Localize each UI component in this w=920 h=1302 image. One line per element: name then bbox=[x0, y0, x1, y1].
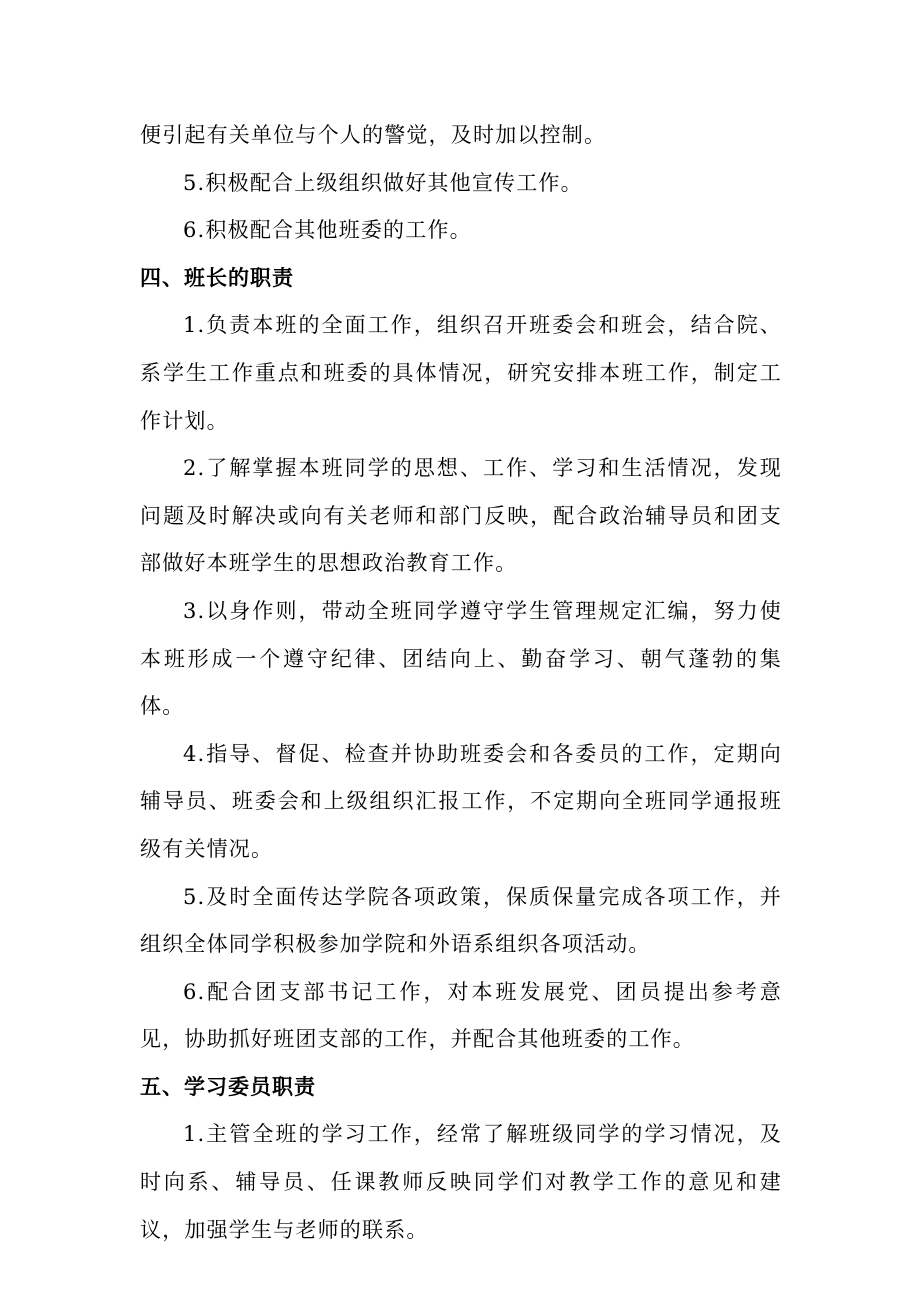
section-heading: 五、学习委员职责 bbox=[140, 1074, 316, 1099]
paragraph-item: 5.及时全面传达学院各项政策，保质保量完成各项工作，并组织全体同学积极参加学院和外语系组织各项活动。 bbox=[140, 884, 782, 957]
paragraph-item: 3.以身作则，带动全班同学遵守学生管理规定汇编，努力使本班形成一个遵守纪律、团结向上、勤奋学习、朝气蓬勃的集体。 bbox=[140, 598, 782, 719]
section-heading: 四、班长的职责 bbox=[140, 265, 294, 290]
paragraph-item: 2.了解掌握本班同学的思想、工作、学习和生活情况，发现问题及时解决或向有关老师和部门反映，配合政治辅导员和团支部做好本班学生的思想政治教育工作。 bbox=[140, 456, 782, 576]
paragraph-item: 6.积极配合其他班委的工作。 bbox=[183, 218, 472, 243]
paragraph-item: 1.主管全班的学习工作，经常了解班级同学的学习情况，及时向系、辅导员、任课教师反映同学们对教学工作的意见和建议，加强学生与老师的联系。 bbox=[140, 1122, 782, 1242]
document-body bbox=[140, 112, 782, 1254]
paragraph-item: 5.积极配合上级组织做好其他宣传工作。 bbox=[183, 170, 583, 195]
paragraph-item: 4.指导、督促、检查并协助班委会和各委员的工作，定期向辅导员、班委会和上级组织汇报工作，不定期向全班同学通报班级有关情况。 bbox=[140, 741, 782, 861]
paragraph-item: 1.负责本班的全面工作，组织召开班委会和班会，结合院、系学生工作重点和班委的具体情况，研究安排本班工作，制定工作计划。 bbox=[140, 313, 782, 433]
paragraph-item: 6.配合团支部书记工作，对本班发展党、团员提出参考意见，协助抓好班团支部的工作，并配合其他班委的工作。 bbox=[140, 979, 782, 1052]
paragraph-continuation: 便引起有关单位与个人的警觉，及时加以控制。 bbox=[140, 123, 607, 147]
